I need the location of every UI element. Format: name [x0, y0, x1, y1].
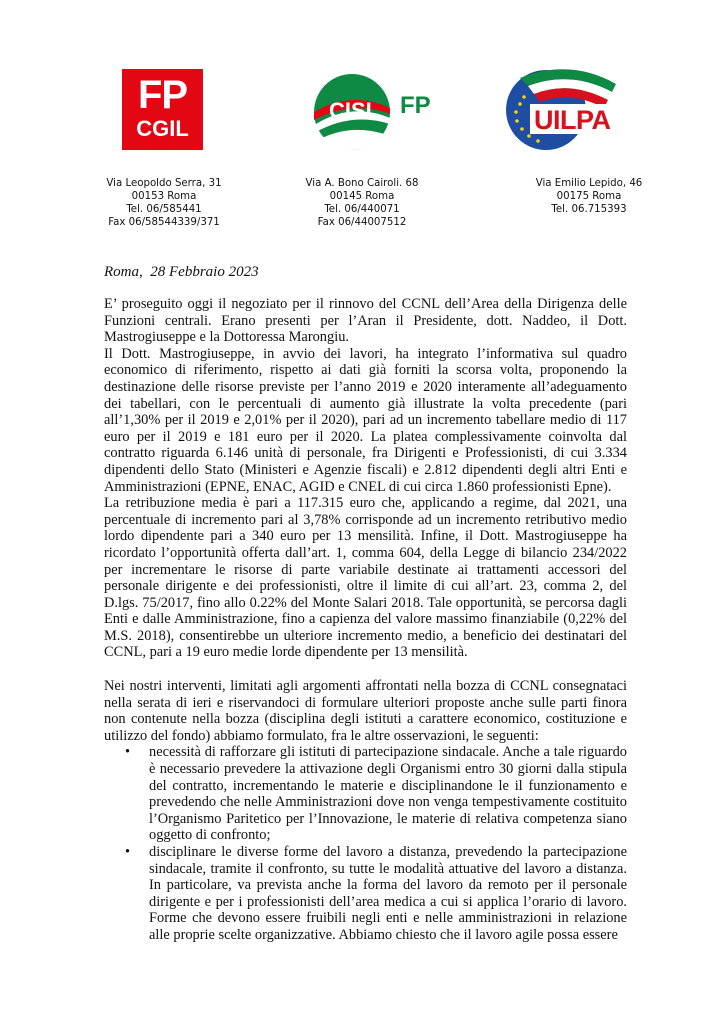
- address-street: Via Leopoldo Serra, 31: [106, 178, 222, 189]
- list-item: [125, 744, 627, 844]
- cisl-fp-logo: [308, 72, 438, 152]
- address-tel: Tel. 06.715393: [551, 204, 627, 215]
- address-tel: Tel. 06/440071: [324, 204, 400, 215]
- list-item-text: disciplinare le diverse forme del lavoro a distanza, prevedendo la partecipazione sindacale, tramite il confronto, su tutte le modalità attuative del lavoro a distanza. In particolare, va prevista anche la forma del lavoro da remoto per il personale dirigente e per i professionisti dell’area medica a cui si applica l’orario di lavoro. Forme che devono essere fruibili negli enti e nelle amministrazioni in relazione alle proprie scelte organizzative. Abbiamo chiesto che il lavoro agile possa essere: [149, 844, 627, 943]
- fp-cgil-logo-line2: CGIL: [136, 116, 189, 141]
- bullet-list: [104, 744, 627, 943]
- fp-cgil-logo-line1: FP: [137, 73, 188, 117]
- paragraph: La retribuzione media è pari a 117.315 euro che, applicando a regime, dal 2021, una percentuale di incremento pari al 3,78% corrisponde ad un incremento retributivo medio lordo dipendente pari a 340 euro per 13 mensilità. Infine, il Dott. Mastrogiuseppe ha ricordato l’opportunità offerta dall’art. 1, comma 604, della Legge di bilancio 234/2022 per incrementare le risorse di parte variabile destinate ai trattamenti accessori del personale dirigente e dei professionisti, oltre il limite di cui all’art. 23, comma 2, del D.lgs. 75/2017, fino allo 0.22% del Monte Salari 2018. Tale opportunità, se percorsa dagli Enti e dalle Amministrazione, fino a capienza del valore massimo finanziabile (0,22% del M.S. 2018), consentirebbe un ulteriore incremento medio, a beneficio dei destinatari del CCNL, pari a 19 euro medie lorde dipendente per 13 mensilità.: [104, 495, 627, 661]
- cisl-logo-suffix: FP: [400, 92, 431, 119]
- address-city: 00153 Roma: [131, 191, 197, 202]
- list-item: [125, 844, 627, 944]
- document-date: Roma, 28 Febbraio 2023: [104, 264, 259, 280]
- cisl-logo-text: CISL: [328, 98, 380, 123]
- address-cisl-fp: [262, 177, 462, 229]
- bullet-icon: •: [125, 744, 131, 761]
- paragraph: Nei nostri interventi, limitati agli argomenti affrontati nella bozza di CCNL consegnataci nella serata di ieri e riservandoci di formulare ulteriori proposte anche sulle parti finora non contenute nella bozza (disciplina degli istituti a carattere economico, costituzione e utilizzo del fondo) abbiamo formulato, fra le altre osservazioni, le seguenti:: [104, 678, 627, 744]
- list-item-text: necessità di rafforzare gli istituti di partecipazione sindacale. Anche a tale riguardo è necessario prevedere la attivazione degli Organismi entro 30 giorni dalla stipula del contratto, incrementando le materie e disciplinandone le il funzionamento e prevedendo che nelle Amministrazioni dove non venga tempestivamente costituito l’Organismo Paritetico per l’Innovazione, le materie di relativa competenza siano oggetto di confronto;: [149, 744, 627, 844]
- address-fax: Fax 06/44007512: [317, 217, 407, 228]
- paragraph: Il Dott. Mastrogiuseppe, in avvio dei lavori, ha integrato l’informativa sul quadro economico di riferimento, rispetto ai dati già forniti la scorsa volta, proponendo la destinazione delle risorse previste per l’anno 2019 e 2020 interamente all’adeguamento dei tabellari, con le percentuali di aumento già illustrate la volta precedente (pari all’1,30% per il 2019 e 2,01% per il 2020), pari ad un incremento tabellare medio di 117 euro per il 2019 e 181 euro per il 2020. La platea complessivamente coinvolta dal contratto riguarda 6.146 unità di personale, fra Dirigenti e Professionisti, di cui 3.334 dipendenti dello Stato (Ministeri e Agenzie fiscali) e 2.812 dipendenti degli altri Enti e Amministrazioni (EPNE, ENAC, AGID e CNEL di cui circa 1.860 professionisti Epne).: [104, 345, 627, 495]
- paragraph: E’ proseguito oggi il negoziato per il rinnovo del CCNL dell’Area della Dirigenza delle Funzioni centrali. Erano presenti per l’Aran il Presidente, dott. Naddeo, il Dott. Mastrogiuseppe e la Dottoressa Marongiu.: [104, 296, 627, 346]
- address-fax: Fax 06/58544339/371: [108, 217, 220, 228]
- address-city: 00175 Roma: [556, 191, 622, 202]
- document-body: [104, 296, 627, 944]
- address-tel: Tel. 06/585441: [126, 204, 202, 215]
- uilpa-logo-text: UILPA: [534, 105, 611, 135]
- fp-cgil-logo: [122, 69, 203, 150]
- address-street: Via Emilio Lepido, 46: [535, 178, 643, 189]
- address-uilpa: [489, 177, 689, 216]
- address-city: 00145 Roma: [329, 191, 395, 202]
- address-street: Via A. Bono Cairoli. 68: [305, 178, 419, 189]
- uilpa-logo: [500, 64, 630, 154]
- address-fp-cgil: [64, 177, 264, 229]
- bullet-icon: •: [125, 844, 131, 860]
